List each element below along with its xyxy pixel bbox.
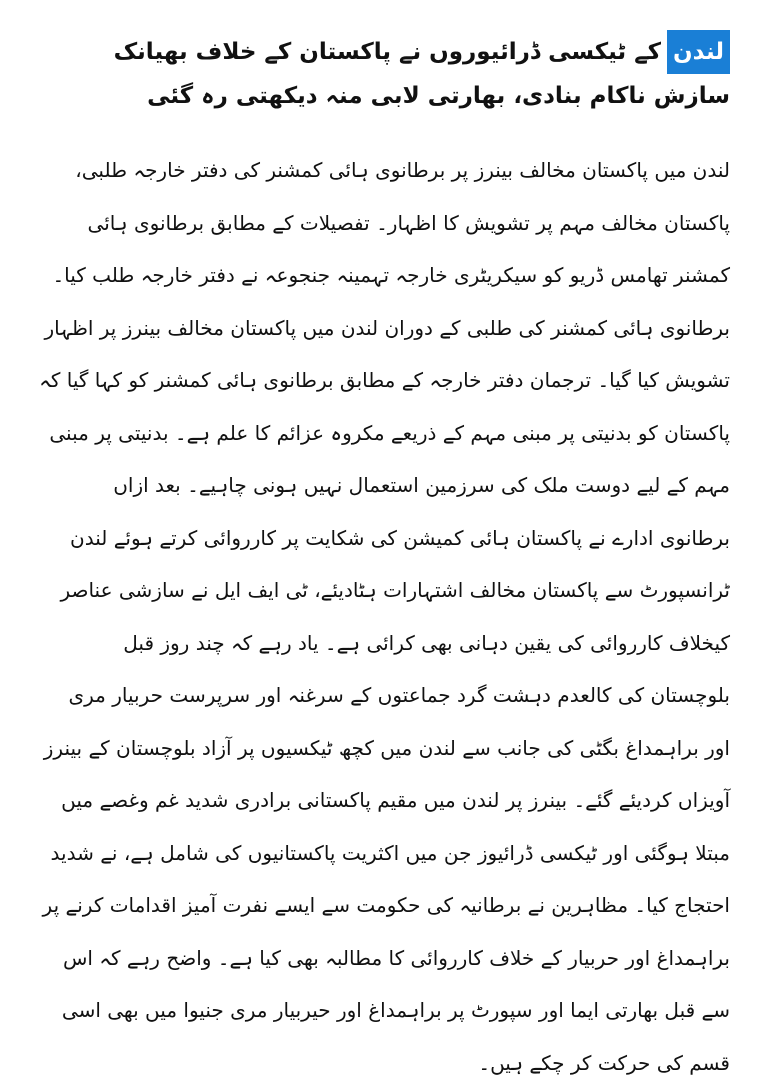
city-tag: لندن [667,30,730,74]
article-body: لندن میں پاکستان مخالف بینرز پر برطانوی ہائی کمشنر کی دفتر خارجہ طلبی، پاکستان مخالف مہم پر تشویش کا اظہار۔ تفصیلات کے مطابق برطانوی ہائی کمشنر تھامس ڈریو کو سیکریٹری خارجہ تہمینہ جنجوعہ نے دفتر خارجہ طلب کیا۔ برطانوی ہائی کمشنر کی طلبی کے دوران لندن میں پاکستان مخالف بینرز پر اظہار تشویش کیا گیا۔ ترجمان دفتر خارجہ کے مطابق برطانوی ہائی کمشنر کو کہا گیا کہ پاکستان کو بدنیتی پر مبنی مہم کے ذریعے مکروہ عزائم کا علم ہے۔ بدنیتی پر مبنی مہم کے لیے دوست ملک کی سرزمین استعمال نہیں ہونی چاہیے۔ بعد ازاں برطانوی ادارے نے پاکستان ہائی کمیشن کی شکایت پر کارروائی کرتے ہوئے لندن ٹرانسپورٹ سے پاکستان مخالف اشتہارات ہٹادیئے، ٹی ایف ایل نے سازشی عناصر کیخلاف کارروائی کی یقین دہانی بھی کرائی ہے۔ یاد رہے کہ چند روز قبل بلوچستان کی کالعدم دہشت گرد جماعتوں کے سرغنہ اور سرپرست حربیار مری اور براہمداغ بگٹی کی جانب سے لندن میں کچھ ٹیکسیوں پر آزاد بلوچستان کے بینرز آویزاں کردیئے گئے۔ بینرز پر لندن میں مقیم پاکستانی برادری شدید غم وغصے میں مبتلا ہوگئی اور ٹیکسی ڈرائیوز جن میں اکثریت پاکستانیوں کی شامل ہے، نے شدید احتجاج کیا۔ مظاہرین نے برطانیہ کی حکومت سے ایسے نفرت آمیز اقدامات کرنے پر براہمداغ اور حربیار کے خلاف کارروائی کا مطالبہ بھی کیا ہے۔ واضح رہے کہ اس سے قبل بھارتی ایما اور سپورٹ پر براہمداغ اور حیربیار مری جنیوا میں بھی اسی قسم کی حرکت کر چکے ہیں۔ [39,158,730,1075]
headline-text: کے ٹیکسی ڈرائیوروں نے پاکستان کے خلاف بھیانک سازش ناکام بنادی، بھارتی لابی منہ دیکھتی رہ گئی [113,39,730,109]
headline [38,30,730,118]
